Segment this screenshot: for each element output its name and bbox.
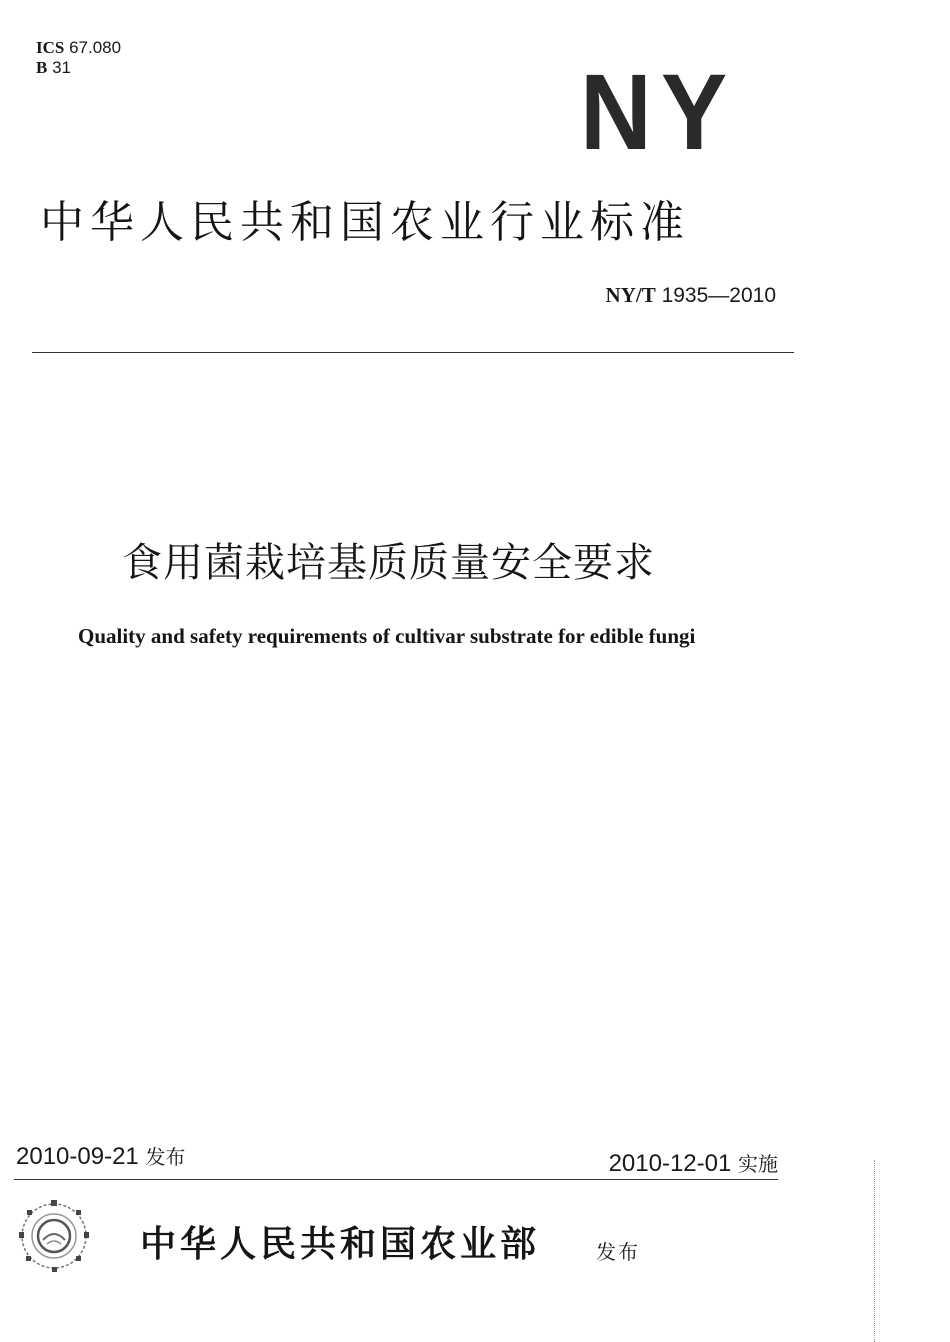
ccs-code: 31: [52, 58, 71, 77]
issue-date-line: [16, 1141, 185, 1171]
ny-logo: NY: [580, 51, 737, 172]
scan-edge-mark: [874, 1160, 875, 1342]
issue-date: 2010-09-21: [16, 1143, 139, 1170]
standard-code-prefix: NY/T: [605, 283, 656, 307]
ccs-label: B: [36, 58, 48, 77]
classification-codes: [36, 38, 121, 78]
document-title-en: Quality and safety requirements of cultivar substrate for edible fungi: [78, 624, 696, 648]
header-divider: [32, 352, 794, 353]
standard-category-title: 中华人民共和国农业行业标准: [40, 197, 690, 248]
standard-code-number: 1935—2010: [661, 284, 776, 307]
ccs-line: [36, 58, 121, 78]
document-title-cn: 食用菌栽培基质质量安全要求: [122, 540, 655, 586]
implement-date-line: [609, 1148, 778, 1178]
ics-code: 67.080: [69, 38, 122, 57]
ministry-seal-icon: [14, 1196, 94, 1276]
implement-label: 实施: [738, 1152, 778, 1176]
issue-label: 发布: [145, 1145, 186, 1169]
ics-line: [36, 38, 121, 58]
issuer-name: 中华人民共和国农业部: [140, 1223, 541, 1265]
ics-label: ICS: [36, 38, 65, 57]
footer-divider: [14, 1179, 778, 1180]
implement-date: 2010-12-01: [608, 1150, 732, 1177]
standard-code: [606, 283, 776, 308]
issuer-suffix: 发布: [596, 1240, 640, 1264]
